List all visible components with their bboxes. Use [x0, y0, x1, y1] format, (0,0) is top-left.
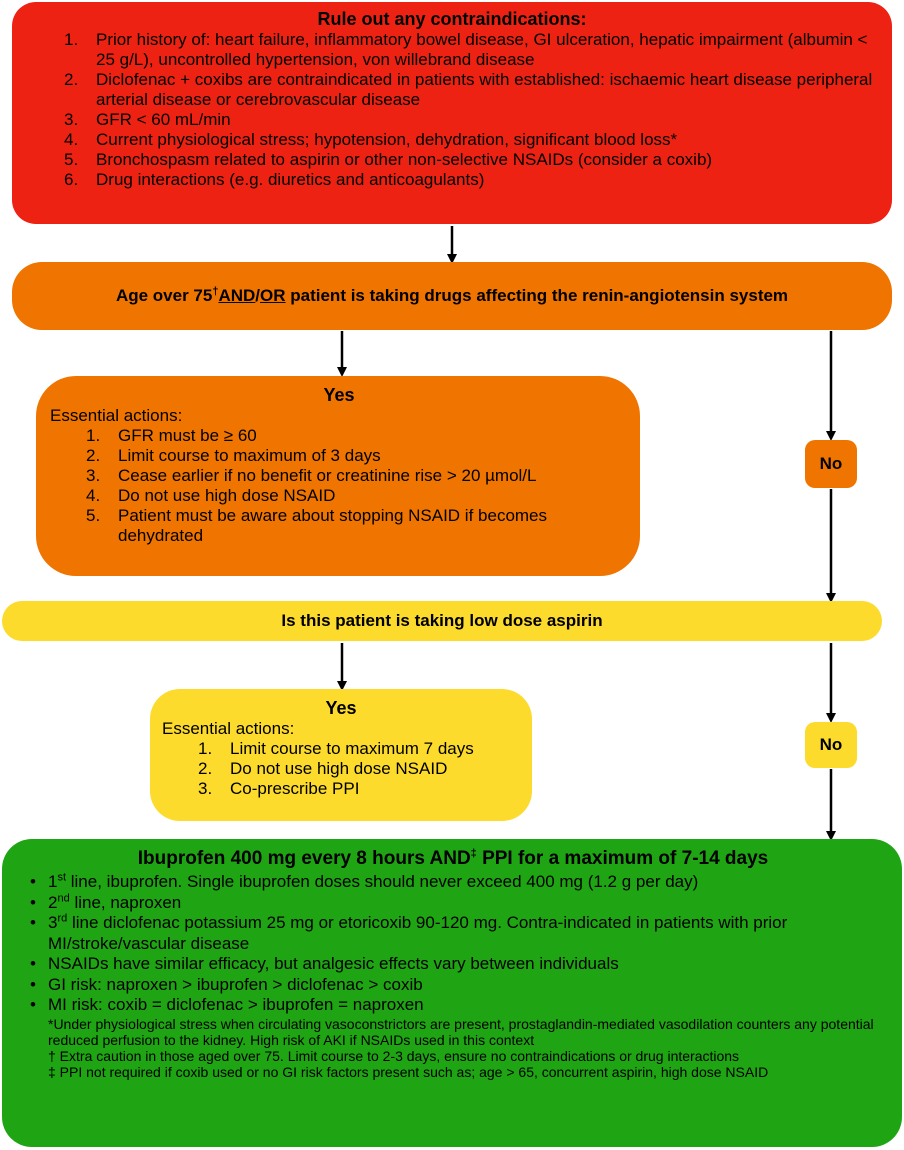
- list-item: 2. Limit course to maximum of 3 days: [86, 446, 381, 465]
- list-item: 3. Co-prescribe PPI: [198, 779, 360, 798]
- aspirin-no-box: [805, 722, 857, 768]
- aspirin-question-text: Is this patient is taking low dose aspirin: [281, 611, 603, 630]
- footnote: *Under physiological stress when circulating vasoconstrictors are present, prostaglandin-mediated vasodilation counters any potential reduced perfusion to the kidney. High risk of AKI if NSAIDs used in this context: [48, 1015, 874, 1048]
- aspirin-yes-intro: Essential actions:: [162, 719, 295, 738]
- list-item: 1. Prior history of: heart failure, inflammatory bowel disease, GI ulceration, hepatic impairment (albumin < 25 g/L), uncontrolled hypertension, von willebrand disease: [64, 30, 868, 69]
- age-question-text: Age over 75†AND/OR patient is taking drugs affecting the renin-angiotensin system: [115, 285, 789, 305]
- list-item: 5. Bronchospasm related to aspirin or other non-selective NSAIDs (consider a coxib): [64, 150, 713, 169]
- aspirin-yes-box: [150, 689, 532, 821]
- list-item: 1. GFR must be ≥ 60: [86, 426, 257, 445]
- list-item: • MI risk: coxib = diclofenac > ibuprofen = naproxen: [30, 995, 424, 1014]
- contraindications-title: Rule out any contraindications:: [317, 9, 587, 29]
- aspirin-yes-title: Yes: [325, 698, 357, 718]
- list-item: • 1st line, ibuprofen. Single ibuprofen doses should never exceed 400 mg (1.2 g per day): [30, 871, 699, 891]
- contraindications-list: [64, 30, 878, 190]
- list-item: • 2nd line, naproxen: [30, 891, 182, 912]
- list-item: 5. Patient must be aware about stopping NSAID if becomes dehydrated: [86, 506, 548, 545]
- contraindications-box: [12, 2, 892, 224]
- list-item: 1. Limit course to maximum 7 days: [198, 739, 474, 758]
- list-item: 4. Do not use high dose NSAID: [86, 486, 336, 505]
- list-item: 6. Drug interactions (e.g. diuretics and anticoagulants): [64, 170, 485, 189]
- footnote: ‡ PPI not required if coxib used or no GI risk factors present such as; age > 65, concurrent aspirin, high dose NSAID: [48, 1063, 769, 1080]
- age-no-box: [805, 440, 857, 488]
- aspirin-question-box: [2, 601, 882, 641]
- list-item: 3. GFR < 60 mL/min: [64, 110, 231, 129]
- list-item: 4. Current physiological stress; hypotension, dehydration, significant blood loss*: [64, 130, 678, 149]
- recommendation-title: Ibuprofen 400 mg every 8 hours AND‡ PPI for a maximum of 7-14 days: [137, 847, 769, 869]
- list-item: • GI risk: naproxen > ibuprofen > diclofenac > coxib: [30, 974, 423, 994]
- footnotes: [48, 1016, 890, 1080]
- footnote: † Extra caution in those aged over 75. Limit course to 2-3 days, ensure no contraindications or drug interactions: [48, 1047, 740, 1064]
- list-item: • NSAIDs have similar efficacy, but analgesic effects vary between individuals: [30, 954, 619, 973]
- age-yes-title: Yes: [323, 385, 355, 405]
- recommendation-box: [2, 839, 902, 1147]
- age-no-label: No: [819, 454, 843, 473]
- age-yes-list: [86, 426, 628, 546]
- age-yes-box: [36, 376, 640, 576]
- list-item: 2. Do not use high dose NSAID: [198, 759, 448, 778]
- list-item: • 3rd line diclofenac potassium 25 mg or etoricoxib 90-120 mg. Contra-indicated in patients with prior MI/stroke/vascular disease: [30, 912, 788, 953]
- aspirin-no-label: No: [819, 735, 843, 754]
- aspirin-yes-list: [198, 739, 520, 799]
- age-question-box: [12, 262, 892, 330]
- list-item: 2. Diclofenac + coxibs are contraindicated in patients with established: ischaemic heart disease peripheral arterial disease or cerebrovascular disease: [64, 70, 873, 109]
- age-yes-intro: Essential actions:: [50, 406, 183, 425]
- recommendation-list: [30, 872, 890, 1016]
- list-item: 3. Cease earlier if no benefit or creatinine rise > 20 µmol/L: [86, 466, 537, 485]
